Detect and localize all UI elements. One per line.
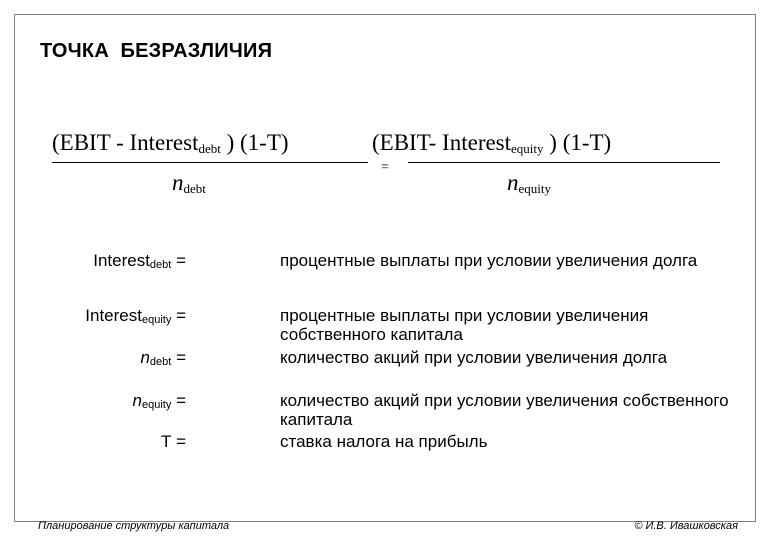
definition-term — [133, 391, 186, 411]
term-base: Interest — [85, 306, 142, 325]
definition-term — [85, 306, 186, 326]
term-base: Т — [160, 432, 172, 451]
definition-description: количество акций при условии увеличения собственного капитала — [280, 391, 729, 429]
term-base: n — [140, 348, 150, 367]
term-equals: = — [171, 391, 186, 410]
definition-term — [93, 251, 186, 271]
term-equals: = — [171, 306, 186, 325]
term-base: Interest — [93, 251, 150, 270]
definition-description: процентные выплаты при условии увеличения собственного капитала — [280, 306, 649, 344]
term-sub: debt — [149, 356, 172, 368]
footer-left: Планирование структуры капитала — [38, 520, 230, 532]
definition-term — [140, 348, 186, 368]
term-sub: debt — [149, 259, 172, 271]
left-denominator-var: n — [172, 170, 184, 195]
term-base: n — [132, 391, 142, 410]
right-denominator-sub: equity — [518, 181, 551, 196]
right-denominator-var: n — [507, 170, 519, 195]
right-numerator-text: (EBIT- Interest — [372, 130, 512, 155]
left-denominator — [172, 170, 206, 197]
term-sub: equity — [141, 399, 172, 411]
right-numerator — [372, 130, 611, 157]
right-numerator-close: ) (1-T) — [543, 130, 612, 155]
slide-title: ТОЧКА БЕЗРАЗЛИЧИЯ — [40, 40, 273, 62]
right-fraction-line — [408, 162, 720, 163]
left-numerator-close: ) (1-T) — [220, 130, 289, 155]
equals-sign: = — [381, 160, 389, 175]
left-numerator-sub: debt — [198, 141, 221, 156]
left-numerator — [52, 130, 289, 157]
term-equals: = — [171, 432, 186, 451]
left-numerator-text: (EBIT - Interest — [52, 130, 199, 155]
right-numerator-sub: equity — [511, 141, 544, 156]
definition-description: количество акций при условии увеличения долга — [280, 348, 668, 367]
definition-description: процентные выплаты при условии увеличения долга — [280, 251, 698, 270]
footer-right: © И.В. Ивашковская — [634, 520, 738, 532]
definition-description: ставка налога на прибыль — [280, 432, 488, 451]
right-denominator — [507, 170, 551, 197]
term-equals: = — [171, 251, 186, 270]
term-equals: = — [171, 348, 186, 367]
term-sub: equity — [141, 314, 172, 326]
left-denominator-sub: debt — [183, 181, 206, 196]
definition-term — [161, 432, 186, 452]
left-fraction-line — [52, 162, 368, 163]
